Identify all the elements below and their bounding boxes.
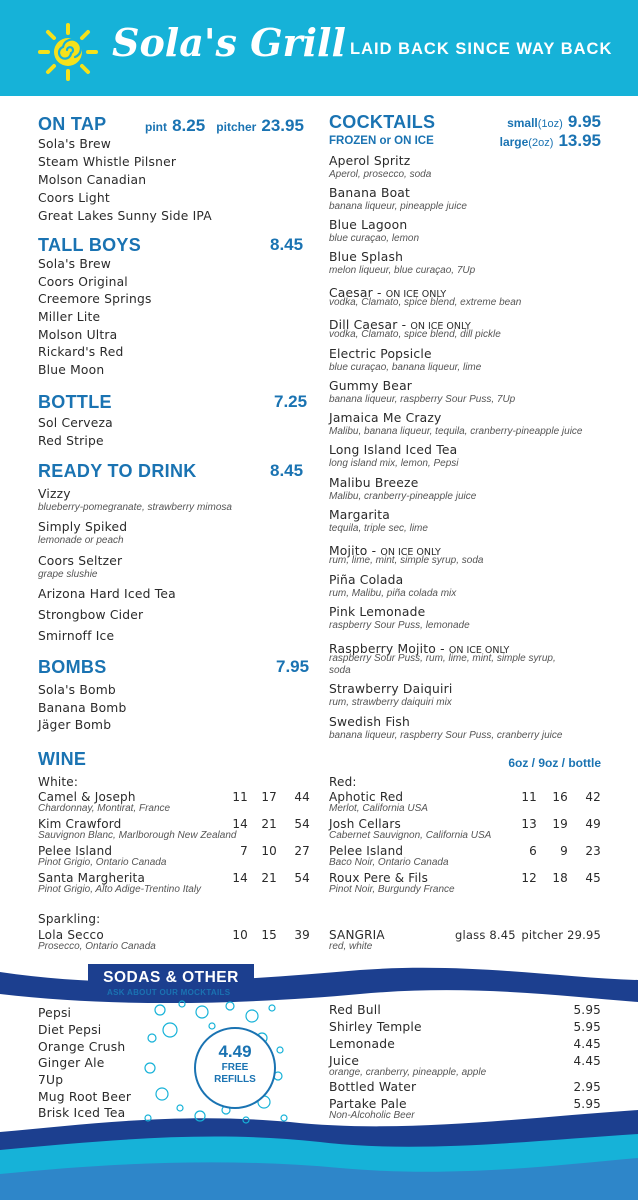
- wine-price-6oz: 13: [521, 817, 537, 831]
- list-item: Aperol Spritz: [329, 154, 411, 168]
- wine-description: Baco Noir, Ontario Canada: [329, 857, 449, 868]
- list-item: Molson Canadian: [38, 173, 147, 187]
- list-item: Ginger Ale: [38, 1056, 105, 1070]
- item-description: banana liqueur, raspberry Sour Puss, cranberry juice: [329, 730, 563, 741]
- sodas-title: SODAS & OTHER: [103, 969, 239, 986]
- wine-name: Kim Crawford: [38, 817, 122, 831]
- list-item: Lemonade: [329, 1037, 396, 1051]
- item-description: vodka, Clamato, spice blend, extreme bean: [329, 297, 522, 308]
- wine-price-bottle: 39: [294, 928, 310, 942]
- free-refills-badge: [196, 1034, 274, 1100]
- bombs-title: BOMBS: [38, 657, 107, 677]
- item-name: Raspberry Mojito -: [329, 642, 449, 656]
- list-item: Pink Lemonade: [329, 605, 426, 619]
- list-item: Blue Splash: [329, 250, 404, 264]
- wine-price-6oz: 11: [521, 790, 537, 804]
- sparkling-label: Sparkling:: [38, 912, 101, 926]
- list-item: Juice: [329, 1054, 360, 1068]
- item-description: vodka, Clamato, spice blend, dill pickle: [329, 329, 501, 340]
- wine-price-bottle: 23: [585, 844, 601, 858]
- sangria-glass-price: glass 8.45: [455, 928, 516, 942]
- ready-to-drink-title: READY TO DRINK: [38, 461, 197, 481]
- sangria-name: SANGRIA: [329, 928, 385, 942]
- cocktail-small-price: [507, 112, 601, 132]
- wine-price-6oz: 10: [232, 928, 248, 942]
- wine-price-6oz: 7: [240, 844, 248, 858]
- wine-price-bottle: 42: [585, 790, 601, 804]
- item-description: blue curaçao, banana liqueur, lime: [329, 362, 482, 373]
- cocktails-title: COCKTAILS: [329, 112, 436, 132]
- item-description: tequila, triple sec, lime: [329, 523, 428, 534]
- wine-price-6oz: 11: [232, 790, 248, 804]
- list-item: Long Island Iced Tea: [329, 443, 458, 457]
- wine-name: Josh Cellars: [329, 817, 401, 831]
- bottle-price: 7.25: [274, 392, 308, 411]
- list-item: Piña Colada: [329, 573, 404, 587]
- list-item: Blue Lagoon: [329, 218, 408, 232]
- brand-logo: Sola's Grill: [112, 20, 346, 65]
- wine-price-9oz: 21: [261, 817, 277, 831]
- list-item: Margarita: [329, 508, 390, 522]
- item-description: raspberry Sour Puss, lemonade: [329, 620, 470, 631]
- item-description: orange, cranberry, pineapple, apple: [329, 1067, 487, 1078]
- list-item: Gummy Bear: [329, 379, 413, 393]
- item-price: 5.95: [573, 1020, 601, 1034]
- wine-name: Aphotic Red: [329, 790, 404, 804]
- list-item: Vizzy: [38, 487, 71, 501]
- list-item: Coors Light: [38, 191, 110, 205]
- item-price: 5.95: [573, 1003, 601, 1017]
- on-tap-prices: [145, 116, 304, 136]
- item-note: ON ICE ONLY: [410, 321, 471, 332]
- wine-price-9oz: 16: [552, 790, 568, 804]
- item-description: soda: [329, 665, 351, 676]
- item-description: lemonade or peach: [38, 535, 124, 546]
- wine-price-6oz: 12: [521, 871, 537, 885]
- sangria-pitcher-price: pitcher 29.95: [521, 928, 601, 942]
- wine-price-9oz: 15: [261, 928, 277, 942]
- list-item: Coors Seltzer: [38, 554, 123, 568]
- item-description: Non-Alcoholic Beer: [329, 1110, 415, 1121]
- tagline: LAID BACK SINCE WAY BACK: [350, 40, 613, 58]
- list-item: Coors Original: [38, 275, 128, 289]
- list-item: Swedish Fish: [329, 715, 410, 729]
- item-note: ON ICE ONLY: [385, 289, 447, 300]
- list-item: Miller Lite: [38, 310, 101, 324]
- list-item: Red Bull: [329, 1003, 381, 1017]
- wine-name: Roux Pere & Fils: [329, 871, 429, 885]
- wine-description: Pinot Grigio, Alto Adige-Trentino Italy: [38, 884, 202, 895]
- item-description: blueberry-pomegranate, strawberry mimosa: [38, 502, 232, 513]
- wine-price-9oz: 17: [261, 790, 277, 804]
- list-item: Brisk Iced Tea: [38, 1106, 126, 1120]
- pitcher-label: pitcher: [216, 120, 257, 134]
- small-price: 9.95: [567, 112, 601, 131]
- white-label: White:: [38, 775, 79, 789]
- list-item: Sola's Brew: [38, 257, 112, 271]
- item-name: Caesar -: [329, 286, 386, 300]
- wine-name: Santa Margherita: [38, 871, 146, 885]
- list-item: Mug Root Beer: [38, 1090, 132, 1104]
- mocktails-note: ASK ABOUT OUR MOCKTAILS: [107, 988, 231, 997]
- tall-boys-title: TALL BOYS: [38, 235, 142, 255]
- item-description: rum, lime, mint, simple syrup, soda: [329, 555, 484, 566]
- refill-label-line2: REFILLS: [214, 1074, 256, 1085]
- wine-description: Sauvignon Blanc, Marlborough New Zealand: [38, 830, 237, 841]
- item-price: 5.95: [573, 1097, 601, 1111]
- tall-boys-price: 8.45: [270, 235, 304, 254]
- header-banner: [0, 0, 638, 96]
- wine-price-6oz: 14: [232, 817, 248, 831]
- wine-description: Pinot Noir, Burgundy France: [329, 884, 455, 895]
- item-note: ON ICE ONLY: [448, 645, 510, 656]
- pitcher-price: 23.95: [261, 116, 304, 135]
- item-description: long island mix, lemon, Pepsi: [329, 458, 459, 469]
- bottle-title: BOTTLE: [38, 392, 112, 412]
- item-description: grape slushie: [38, 569, 98, 580]
- pint-price: 8.25: [172, 116, 206, 135]
- list-item: Great Lakes Sunny Side IPA: [38, 209, 212, 223]
- item-description: melon liqueur, blue curaçao, 7Up: [329, 265, 476, 276]
- wine-price-bottle: 44: [294, 790, 310, 804]
- item-name: Dill Caesar -: [329, 318, 411, 332]
- wine-name: Pelee Island: [329, 844, 404, 858]
- wine-price-bottle: 49: [585, 817, 601, 831]
- list-item: Sola's Bomb: [38, 683, 116, 697]
- wine-description: Chardonnay, Montirat, France: [38, 803, 171, 814]
- wine-description: Merlot, California USA: [329, 803, 428, 814]
- wine-title: WINE: [38, 749, 87, 769]
- list-item: Shirley Temple: [329, 1020, 422, 1034]
- wine-name: Pelee Island: [38, 844, 113, 858]
- item-description: Malibu, banana liqueur, tequila, cranberry-pineapple juice: [329, 426, 583, 437]
- list-item: Partake Pale: [329, 1097, 407, 1111]
- item-price: 4.45: [573, 1054, 601, 1068]
- item-description: rum, strawberry daiquiri mix: [329, 697, 452, 708]
- sodas-title-box: [88, 964, 254, 986]
- sun-icon: [36, 22, 100, 82]
- ready-to-drink-price: 8.45: [270, 461, 304, 480]
- item-price: 2.95: [573, 1080, 601, 1094]
- list-item: Malibu Breeze: [329, 476, 419, 490]
- list-item: Red Stripe: [38, 434, 104, 448]
- list-item: Molson Ultra: [38, 328, 118, 342]
- list-item: Orange Crush: [38, 1040, 126, 1054]
- wine-sizes: 6oz / 9oz / bottle: [508, 756, 601, 770]
- item-description: blue curaçao, lemon: [329, 233, 420, 244]
- refill-price: 4.49: [218, 1042, 252, 1061]
- list-item: Creemore Springs: [38, 292, 152, 306]
- large-label: large: [499, 135, 529, 149]
- item-name: Mojito -: [329, 544, 381, 558]
- list-item: Steam Whistle Pilsner: [38, 155, 177, 169]
- item-price: 4.45: [573, 1037, 601, 1051]
- wine-name: Camel & Joseph: [38, 790, 136, 804]
- list-item: Sol Cerveza: [38, 416, 113, 430]
- wine-price-9oz: 18: [552, 871, 568, 885]
- item-description: Aperol, prosecco, soda: [329, 169, 432, 180]
- refill-label-line1: FREE: [221, 1062, 249, 1073]
- large-price: 13.95: [558, 131, 601, 150]
- list-item: Diet Pepsi: [38, 1023, 102, 1037]
- item-description: rum, Malibu, piña colada mix: [329, 588, 457, 599]
- bombs-price: 7.95: [276, 657, 310, 676]
- wine-price-bottle: 54: [294, 871, 310, 885]
- wine-price-9oz: 19: [552, 817, 568, 831]
- list-item: Strawberry Daiquiri: [329, 682, 453, 696]
- item-description: Malibu, cranberry-pineapple juice: [329, 491, 477, 502]
- wine-description: Prosecco, Ontario Canada: [38, 941, 156, 952]
- small-size: (1oz): [537, 118, 563, 130]
- wine-price-9oz: 10: [261, 844, 277, 858]
- item-description: raspberry Sour Puss, rum, lime, mint, simple syrup,: [329, 653, 556, 664]
- item-description: banana liqueur, raspberry Sour Puss, 7Up: [329, 394, 516, 405]
- wine-name: Lola Secco: [38, 928, 104, 942]
- wine-price-6oz: 6: [529, 844, 537, 858]
- list-item: Sola's Brew: [38, 137, 112, 151]
- list-item: Jamaica Me Crazy: [329, 411, 442, 425]
- list-item: 7Up: [38, 1073, 64, 1087]
- sangria-description: red, white: [329, 941, 373, 952]
- list-item: Banana Boat: [329, 186, 411, 200]
- list-item: Simply Spiked: [38, 520, 128, 534]
- cocktail-large-price: [500, 131, 601, 151]
- small-label: small: [507, 116, 538, 130]
- item-note: ON ICE ONLY: [380, 547, 441, 558]
- item-description: banana liqueur, pineapple juice: [329, 201, 467, 212]
- list-item: Rickard's Red: [38, 345, 124, 359]
- red-label: Red:: [329, 775, 357, 789]
- pint-label: pint: [145, 120, 167, 134]
- wine-price-6oz: 14: [232, 871, 248, 885]
- wine-price-bottle: 54: [294, 817, 310, 831]
- wine-description: Pinot Grigio, Ontario Canada: [38, 857, 167, 868]
- list-item: Blue Moon: [38, 363, 105, 377]
- list-item: Bottled Water: [329, 1080, 417, 1094]
- list-item: Strongbow Cider: [38, 608, 144, 622]
- wine-price-bottle: 45: [585, 871, 601, 885]
- on-tap-title: ON TAP: [38, 114, 107, 134]
- wine-price-9oz: 21: [261, 871, 277, 885]
- large-size: (2oz): [528, 137, 554, 149]
- list-item: Arizona Hard Iced Tea: [38, 587, 176, 601]
- list-item: Electric Popsicle: [329, 347, 432, 361]
- list-item: Pepsi: [38, 1006, 72, 1020]
- list-item: Jäger Bomb: [38, 718, 112, 732]
- cocktails-subtitle: FROZEN or ON ICE: [329, 135, 434, 147]
- wine-price-bottle: 27: [294, 844, 310, 858]
- wine-price-9oz: 9: [560, 844, 568, 858]
- wine-description: Cabernet Sauvignon, California USA: [329, 830, 492, 841]
- list-item: Smirnoff Ice: [38, 629, 115, 643]
- list-item: Banana Bomb: [38, 701, 127, 715]
